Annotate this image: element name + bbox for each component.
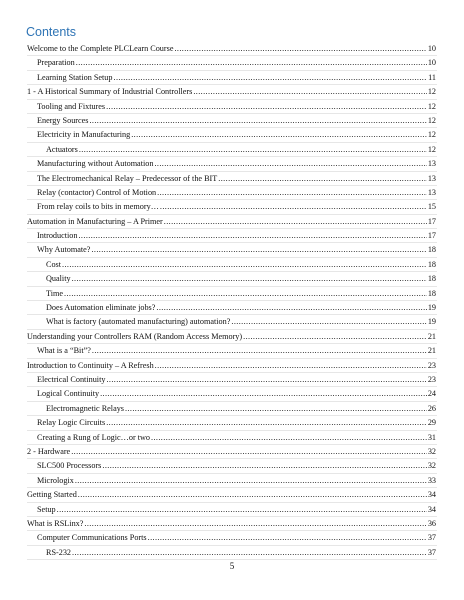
- dot-leader: [193, 87, 426, 96]
- toc-entry[interactable]: [0, 157, 464, 171]
- toc-entry-page-number[interactable]: 31: [427, 432, 436, 442]
- toc-entry-page-number[interactable]: 19: [427, 303, 436, 313]
- toc-entry-row: [37, 433, 436, 442]
- toc-entry[interactable]: [0, 387, 464, 401]
- toc-entry[interactable]: [0, 114, 464, 128]
- toc-entry-row: [46, 145, 436, 154]
- toc-entry-label[interactable]: Introduction: [37, 231, 78, 241]
- toc-entry[interactable]: [0, 272, 464, 286]
- toc-entry-label[interactable]: Actuators: [46, 144, 78, 154]
- toc-entry[interactable]: [0, 229, 464, 243]
- dot-leader: [243, 332, 427, 341]
- toc-entry-label[interactable]: What is factory (automated manufacturing) automation?: [46, 317, 231, 327]
- toc-entry[interactable]: [0, 258, 464, 272]
- toc-list: [0, 42, 464, 560]
- toc-entry-page-number[interactable]: 11: [428, 72, 436, 82]
- toc-entry-label[interactable]: Electrical Continuity: [37, 374, 106, 384]
- dot-leader: [164, 217, 427, 226]
- toc-entry-row: [27, 519, 436, 528]
- dot-leader: [89, 116, 426, 125]
- toc-entry[interactable]: [0, 459, 464, 473]
- toc-entry-label[interactable]: Understanding your Controllers RAM (Random Access Memory): [27, 331, 243, 341]
- toc-entry-page-number[interactable]: 12: [427, 115, 436, 125]
- dot-leader: [79, 145, 427, 154]
- toc-entry[interactable]: [0, 85, 464, 99]
- toc-entry-label[interactable]: Quality: [46, 274, 71, 284]
- toc-entry-page-number[interactable]: 18: [427, 245, 436, 255]
- toc-entry-page-number[interactable]: 17: [427, 216, 436, 226]
- toc-entry-label[interactable]: Manufacturing without Automation: [37, 159, 154, 169]
- toc-entry-page-number[interactable]: 32: [427, 461, 436, 471]
- toc-entry[interactable]: [0, 517, 464, 531]
- toc-entry-label[interactable]: Micrologix: [37, 475, 74, 485]
- toc-entry-label[interactable]: Relay (contactor) Control of Motion: [37, 187, 157, 197]
- toc-entry-row: [37, 188, 436, 197]
- toc-entry-page-number[interactable]: 12: [427, 87, 436, 97]
- toc-entry-page-number[interactable]: 13: [427, 187, 436, 197]
- toc-title: Contents: [26, 25, 77, 39]
- toc-entry[interactable]: [0, 488, 464, 502]
- toc-entry-page-number[interactable]: 17: [427, 231, 436, 241]
- toc-entry-page-number[interactable]: 19: [427, 317, 436, 327]
- toc-entry-label[interactable]: Introduction to Continuity – A Refresh: [27, 360, 154, 370]
- toc-entry[interactable]: [0, 402, 464, 416]
- toc-entry-row: [37, 375, 436, 384]
- toc-entry-label[interactable]: Getting Started: [27, 490, 77, 500]
- toc-entry[interactable]: [0, 172, 464, 186]
- toc-entry-label[interactable]: Logical Continuity: [37, 389, 100, 399]
- dot-leader: [106, 102, 427, 111]
- dot-leader: [156, 303, 426, 312]
- toc-entry-row: [46, 317, 436, 326]
- dot-leader: [218, 174, 427, 183]
- toc-entry-row: [27, 87, 436, 96]
- dot-leader: [151, 433, 427, 442]
- dot-leader: [72, 548, 427, 557]
- toc-entry-label[interactable]: Creating a Rung of Logic…or two: [37, 432, 151, 442]
- toc-entry-page-number[interactable]: 12: [427, 101, 436, 111]
- toc-entry[interactable]: [0, 128, 464, 142]
- dot-leader: [78, 231, 426, 240]
- dot-leader: [160, 202, 427, 211]
- dot-leader: [92, 346, 427, 355]
- toc-entry-label[interactable]: The Electromechanical Relay – Predecessor of the BIT: [37, 173, 218, 183]
- toc-entry-label[interactable]: Cost: [46, 259, 62, 269]
- toc-entry-label[interactable]: From relay coils to bits in memory…: [37, 202, 159, 212]
- toc-entry[interactable]: [0, 243, 464, 257]
- toc-entry-row: [27, 217, 436, 226]
- toc-entry-page-number[interactable]: 36: [427, 518, 436, 528]
- toc-entry-label[interactable]: SLC500 Processors: [37, 461, 102, 471]
- toc-entry[interactable]: [0, 503, 464, 517]
- dot-leader: [72, 274, 427, 283]
- dot-leader: [75, 476, 427, 485]
- toc-entry-label[interactable]: Relay Logic Circuits: [37, 418, 106, 428]
- dot-leader: [64, 289, 427, 298]
- toc-entry-page-number[interactable]: 13: [427, 159, 436, 169]
- toc-entry-page-number[interactable]: 10: [427, 44, 436, 53]
- toc-entry-page-number[interactable]: 21: [427, 331, 436, 341]
- toc-entry[interactable]: [0, 287, 464, 301]
- toc-entry-row: [27, 447, 436, 456]
- dot-leader: [106, 418, 427, 427]
- toc-entry-row: [37, 476, 436, 485]
- toc-entry-label[interactable]: Time: [46, 288, 63, 298]
- toc-entry[interactable]: [0, 315, 464, 329]
- toc-entry-row: [46, 289, 436, 298]
- toc-entry[interactable]: [0, 431, 464, 445]
- dot-leader: [148, 533, 427, 542]
- toc-entry-label[interactable]: 2 - Hardware: [27, 446, 71, 456]
- toc-entry-label[interactable]: Why Automate?: [37, 245, 91, 255]
- toc-entry-row: [37, 73, 436, 82]
- toc-entry-label[interactable]: Electromagnetic Relays: [46, 403, 124, 413]
- toc-entry-row: [46, 404, 436, 413]
- toc-entry-row: [37, 102, 436, 111]
- toc-entry-label[interactable]: Welcome to the Complete PLCLearn Course: [27, 44, 174, 53]
- toc-entry-page-number[interactable]: 18: [427, 288, 436, 298]
- dot-leader: [174, 44, 426, 53]
- toc-entry-label[interactable]: RS-232: [46, 547, 72, 557]
- dot-leader: [91, 245, 426, 254]
- toc-entry-label[interactable]: What is RSLinx?: [27, 518, 84, 528]
- toc-entry-page-number[interactable]: 15: [427, 202, 436, 212]
- toc-entry-row: [37, 231, 436, 240]
- dot-leader: [155, 361, 427, 370]
- toc-entry-row: [27, 361, 436, 370]
- toc-entry-label[interactable]: Learning Station Setup: [37, 72, 113, 82]
- toc-entry-page-number[interactable]: 32: [427, 446, 436, 456]
- toc-entry-row: [37, 461, 436, 470]
- toc-entry-page-number[interactable]: 21: [427, 346, 436, 356]
- toc-entry[interactable]: [0, 474, 464, 488]
- toc-entry-row: [37, 245, 436, 254]
- toc-entry-page-number[interactable]: 29: [427, 418, 436, 428]
- dot-leader: [57, 505, 427, 514]
- toc-entry-row: [27, 490, 436, 499]
- toc-entry[interactable]: [0, 344, 464, 358]
- dot-leader: [114, 73, 428, 82]
- toc-entry-page-number[interactable]: 18: [427, 259, 436, 269]
- dot-leader: [154, 159, 426, 168]
- toc-entry-page-number[interactable]: 12: [427, 144, 436, 154]
- toc-entry[interactable]: [0, 100, 464, 114]
- toc-entry-page-number[interactable]: 12: [427, 130, 436, 140]
- toc-entry-row: [37, 174, 436, 183]
- dot-leader: [62, 260, 427, 269]
- toc-entry-label[interactable]: Computer Communications Ports: [37, 533, 147, 543]
- toc-entry-row: [37, 58, 436, 67]
- toc-entry-page-number[interactable]: 18: [427, 274, 436, 284]
- toc-entry[interactable]: [0, 416, 464, 430]
- toc-entry[interactable]: [0, 143, 464, 157]
- toc-entry-row: [27, 44, 436, 53]
- toc-entry[interactable]: [0, 56, 464, 70]
- dot-leader: [106, 375, 426, 384]
- dot-leader: [157, 188, 427, 197]
- toc-entry-page-number[interactable]: 33: [427, 475, 436, 485]
- toc-entry-row: [46, 260, 436, 269]
- dot-leader: [100, 389, 427, 398]
- toc-entry[interactable]: [0, 330, 464, 344]
- dot-leader: [76, 58, 427, 67]
- dot-leader: [102, 461, 426, 470]
- toc-entry[interactable]: [0, 71, 464, 85]
- toc-entry-label[interactable]: Automation in Manufacturing – A Primer: [27, 216, 163, 226]
- toc-entry-page-number[interactable]: 10: [427, 58, 436, 68]
- toc-entry-page-number[interactable]: 24: [427, 389, 436, 399]
- toc-entry[interactable]: [0, 42, 464, 56]
- toc-entry[interactable]: [0, 301, 464, 315]
- toc-entry-row: [27, 332, 436, 341]
- toc-entry[interactable]: [0, 546, 464, 560]
- toc-entry-page-number[interactable]: 23: [427, 374, 436, 384]
- toc-entry-label[interactable]: Setup: [37, 504, 56, 514]
- toc-entry-row: [37, 202, 436, 211]
- toc-entry-label[interactable]: What is a “Bit”?: [37, 346, 91, 356]
- toc-entry-page-number[interactable]: 37: [427, 533, 436, 543]
- dot-leader: [131, 130, 427, 139]
- toc-entry[interactable]: [0, 373, 464, 387]
- toc-entry-label[interactable]: Preparation: [37, 58, 75, 68]
- toc-entry-page-number[interactable]: 37: [427, 547, 436, 557]
- toc-entry-row: [37, 389, 436, 398]
- toc-entry-label[interactable]: Does Automation eliminate jobs?: [46, 303, 156, 313]
- dot-leader: [125, 404, 427, 413]
- toc-entry-page-number[interactable]: 34: [427, 504, 436, 514]
- page-number: 5: [229, 561, 235, 571]
- toc-entry-row: [37, 159, 436, 168]
- dot-leader: [78, 490, 427, 499]
- toc-entry[interactable]: [0, 445, 464, 459]
- dot-leader: [71, 447, 427, 456]
- toc-entry-row: [37, 130, 436, 139]
- toc-entry-label[interactable]: Tooling and Fixtures: [37, 101, 106, 111]
- toc-entry-page-number[interactable]: 26: [427, 403, 436, 413]
- toc-entry-label[interactable]: Energy Sources: [37, 115, 89, 125]
- dot-leader: [84, 519, 426, 528]
- toc-entry-label[interactable]: 1 - A Historical Summary of Industrial Controllers: [27, 87, 193, 97]
- toc-entry-row: [46, 274, 436, 283]
- toc-entry[interactable]: [0, 531, 464, 545]
- toc-entry-label[interactable]: Electricity in Manufacturing: [37, 130, 131, 140]
- toc-entry[interactable]: [0, 200, 464, 214]
- dot-leader: [231, 317, 426, 326]
- toc-entry-row: [37, 346, 436, 355]
- toc-entry-row: [46, 303, 436, 312]
- toc-entry-page-number[interactable]: 13: [427, 173, 436, 183]
- toc-entry-row: [37, 505, 436, 514]
- toc-entry[interactable]: [0, 215, 464, 229]
- toc-entry-page-number[interactable]: 34: [427, 490, 436, 500]
- toc-entry[interactable]: [0, 186, 464, 200]
- toc-entry-page-number[interactable]: 23: [427, 360, 436, 370]
- toc-entry-row: [37, 116, 436, 125]
- toc-entry-row: [37, 418, 436, 427]
- toc-entry[interactable]: [0, 359, 464, 373]
- toc-entry-row: [46, 548, 436, 557]
- toc-entry-row: [37, 533, 436, 542]
